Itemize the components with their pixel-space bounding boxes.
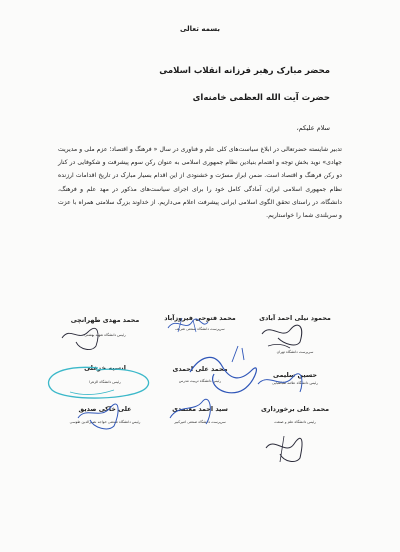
signatory-title: سرپرست دانشگاه تهران [276, 350, 314, 354]
signature-mark [170, 399, 210, 424]
signatory-title: سرپرست دانشگاه صنعتی امیرکبیر [174, 420, 226, 424]
signature-mark [70, 390, 114, 395]
addressee-line-2: حضرت آیت الله العظمی خامنه‌ای [192, 93, 330, 103]
signatory-title: رئیس دانشگاه علم و صنعت [274, 420, 316, 424]
signatory-title: رئیس دانشگاه الزهرا [89, 380, 121, 384]
letter-body: تدبیر شایسته حضرتعالی در ابلاغ سیاست‌های کلی علم و فناوری در سال « فرهنگ و اقتصاد؛ عزم ملی و مدیریت جهادی» نوید بخش توجه و اهتمام بنیادین نظام جمهوری اسلامی به عنوان رکن سوم پیشرفت و شکوفایی در کنار دو رکن فرهنگ و اقتصاد است. ضمن ابراز مسرّت و خشنودی از این اقدام بسیار مبارک در تاریخ اقدامات ارزنده نظام جمهوری اسلامی ایران، آمادگی کامل خود را برای اجرای سیاست‌های مذکور در مهد علم و فرهنگ، دانشگاه، در راستای تحقق الگوی اسلامی ایرانی پیشرفت اعلام می‌داریم. از خداوند بزرگ سلامتی همراه با عزت و سربلندی شما را خواستاریم. [58, 146, 342, 220]
signature-mark [190, 357, 256, 392]
signature-mark [232, 346, 244, 362]
letter-header: بسمه تعالی [179, 25, 221, 33]
signature-mark [178, 318, 196, 332]
signature-mark [78, 404, 118, 429]
signatory-name: محمود نیلی احمد آبادی [259, 314, 331, 322]
signatory-title: رئیس دانشگاه شهید بهشتی [84, 333, 126, 337]
signatory-name: محمد علی برخورداری [260, 405, 330, 413]
signature-mark [62, 328, 98, 349]
signatory-name: محمد مهدی طهرانچی [70, 316, 140, 324]
signatory-name: علی خاکی صدیق [78, 405, 132, 413]
signatory-name: محمد علی احمدی [172, 365, 228, 373]
signature-mark [266, 438, 302, 461]
signature-mark [168, 319, 208, 328]
signature-mark [258, 374, 302, 392]
signatory-title: رئیس دانشگاه علامه طباطبایی [272, 381, 318, 385]
signatory-name: حسین سلیمی [273, 371, 317, 379]
signatory-name: انسیه خزعلی [84, 364, 126, 372]
signatory-name: محمد فتوحی فیروزآباد [164, 314, 236, 322]
addressee-line-1: محضر مبارک رهبر فرزانه انقلاب اسلامی [159, 66, 330, 76]
greeting: سلام علیکم، [296, 124, 330, 132]
signatory-title: رئیس دانشگاه تربیت مدرس [178, 379, 222, 383]
signature-mark [262, 325, 302, 345]
signature-mark [268, 344, 290, 348]
signatory-name: سید احمد معتمدی [172, 405, 228, 413]
signatory-title: رئیس دانشگاه صنعتی خواجه نصیرالدین طوسی [69, 420, 141, 424]
signatory-title: سرپرست دانشگاه صنعتی شریف [175, 327, 225, 331]
